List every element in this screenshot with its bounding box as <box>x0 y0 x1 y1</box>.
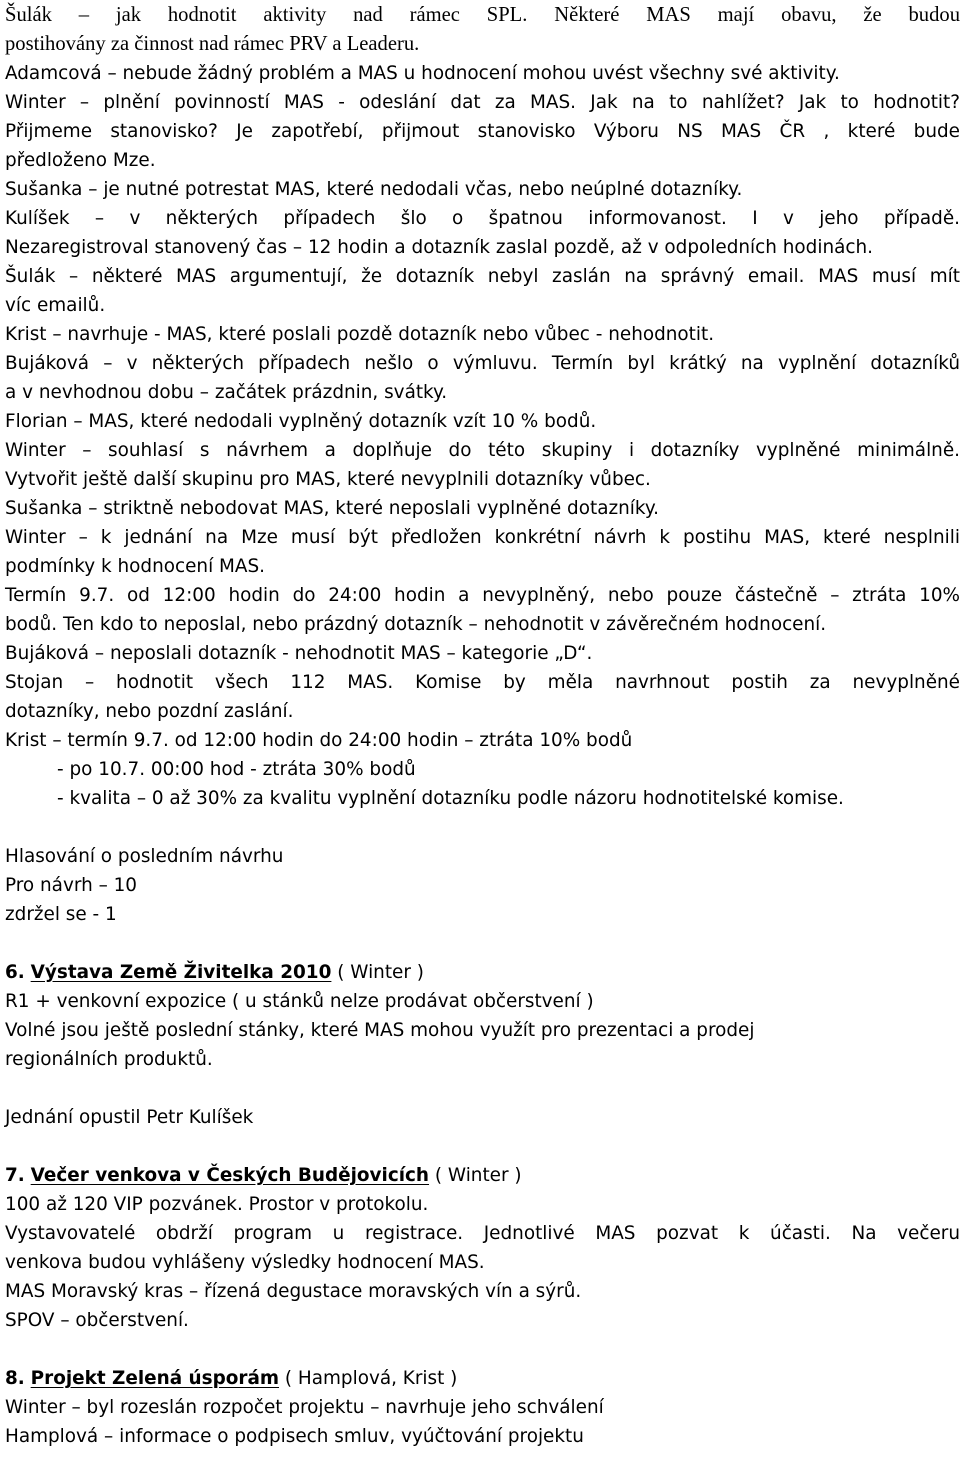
text-line: 100 až 120 VIP pozvánek. Prostor v protokolu. <box>5 1194 429 1215</box>
text-line: Kulíšek – v některých případech šlo o špatnou informovanost. I v jeho případě. <box>5 208 960 229</box>
section-heading <box>5 1364 960 1393</box>
text-line: Termín 9.7. od 12:00 hodin do 24:00 hodin a nevyplněný, nebo pouze částečně – ztráta 10% <box>5 585 960 606</box>
text-line: Bujáková – neposlali dotazník - nehodnotit MAS – kategorie „D“. <box>5 643 593 664</box>
text-line: Vytvořit ještě další skupinu pro MAS, které nevyplnili dotazníky vůbec. <box>5 469 651 490</box>
text-line: postihovány za činnost nad rámec PRV a Leaderu. <box>5 33 420 55</box>
section-title: Večer venkova v Českých Budějovicích <box>30 1165 430 1186</box>
text-line: Stojan – hodnotit všech 112 MAS. Komise by měla navrhnout postih za nevyplněné <box>5 672 960 693</box>
text-line: Šulák – jak hodnotit aktivity nad rámec SPL. Některé MAS mají obavu, že budou <box>5 4 960 26</box>
text-line: R1 + venkovní expozice ( u stánků nelze prodávat občerstvení ) <box>5 991 594 1012</box>
text-line: Nezaregistroval stanovený čas – 12 hodin a dotazník zaslal pozdě, až v odpoledních hodinách. <box>5 237 873 258</box>
text-line: předloženo Mze. <box>5 150 156 171</box>
section-number: 7. <box>5 1165 25 1186</box>
section-title: Projekt Zelená úsporám <box>30 1368 280 1389</box>
text-line: Vystavovatelé obdrží program u registrace. Jednotlivé MAS pozvat k účasti. Na večeru <box>5 1223 960 1244</box>
text-line: Adamcová – nebude žádný problém a MAS u hodnocení mohou uvést všechny své aktivity. <box>5 63 840 84</box>
text-line: Winter – k jednání na Mze musí být předložen konkrétní návrh k postihu MAS, které nesplnili <box>5 527 960 548</box>
section-number: 6. <box>5 962 25 983</box>
text-line: bodů. Ten kdo to neposlal, nebo prázdný dotazník – nehodnotit v závěrečném hodnocení. <box>5 614 827 635</box>
text-line: Krist – termín 9.7. od 12:00 hodin do 24:00 hodin – ztráta 10% bodů <box>5 730 633 751</box>
text-line: Bujáková – v některých případech nešlo o výmluvu. Termín byl krátký na vyplnění dotazníků <box>5 353 960 374</box>
text-line: MAS Moravský kras – řízená degustace moravských vín a sýrů. <box>5 1281 582 1302</box>
text-line: regionálních produktů. <box>5 1049 213 1070</box>
section-title: Výstava Země Živitelka 2010 <box>30 962 332 983</box>
text-line: Přijmeme stanovisko? Je zapotřebí, přijmout stanovisko Výboru NS MAS ČR , které bude <box>5 121 960 142</box>
text-line: - po 10.7. 00:00 hod - ztráta 30% bodů <box>57 759 416 780</box>
text-line: Winter – byl rozeslán rozpočet projektu – navrhuje jeho schválení <box>5 1397 604 1418</box>
text-line: zdržel se - 1 <box>5 904 117 925</box>
section-responsible: ( Hamplová, Krist ) <box>284 1368 458 1389</box>
text-line: Jednání opustil Petr Kulíšek <box>5 1107 254 1128</box>
text-line: - kvalita – 0 až 30% za kvalitu vyplnění dotazníku podle názoru hodnotitelské komise. <box>57 788 844 809</box>
text-line: podmínky k hodnocení MAS. <box>5 556 265 577</box>
text-line: Florian – MAS, které nedodali vyplněný dotazník vzít 10 % bodů. <box>5 411 597 432</box>
text-line: venkova budou vyhlášeny výsledky hodnocení MAS. <box>5 1252 485 1273</box>
text-line: dotazníky, nebo pozdní zaslání. <box>5 701 294 722</box>
text-line: Winter – souhlasí s návrhem a doplňuje do této skupiny i dotazníky vyplněné minimálně. <box>5 440 960 461</box>
text-line: Winter – plnění povinností MAS - odeslání dat za MAS. Jak na to nahlížet? Jak to hodnotit? <box>5 92 960 113</box>
text-line: Šulák – některé MAS argumentují, že dotazník nebyl zaslán na správný email. MAS musí mít <box>5 266 960 287</box>
text-line: a v nevhodnou dobu – začátek prázdnin, svátky. <box>5 382 448 403</box>
text-line: Sušanka – striktně nebodovat MAS, které neposlali vyplněné dotazníky. <box>5 498 659 519</box>
text-line: Volné jsou ještě poslední stánky, které MAS mohou využít pro prezentaci a prodej <box>5 1020 755 1041</box>
text-line: Pro návrh – 10 <box>5 875 138 896</box>
text-line: Hlasování o posledním návrhu <box>5 846 284 867</box>
section-heading <box>5 958 960 987</box>
text-line: Sušanka – je nutné potrestat MAS, které nedodali včas, nebo neúplné dotazníky. <box>5 179 743 200</box>
text-line: Hamplová – informace o podpisech smluv, vyúčtování projektu <box>5 1426 584 1447</box>
text-line: SPOV – občerstvení. <box>5 1310 189 1331</box>
section-heading <box>5 1161 960 1190</box>
section-number: 8. <box>5 1368 25 1389</box>
text-line: Krist – navrhuje - MAS, které poslali pozdě dotazník nebo vůbec - nehodnotit. <box>5 324 715 345</box>
text-line: víc emailů. <box>5 295 106 316</box>
section-responsible: ( Winter ) <box>434 1165 522 1186</box>
section-responsible: ( Winter ) <box>337 962 424 983</box>
